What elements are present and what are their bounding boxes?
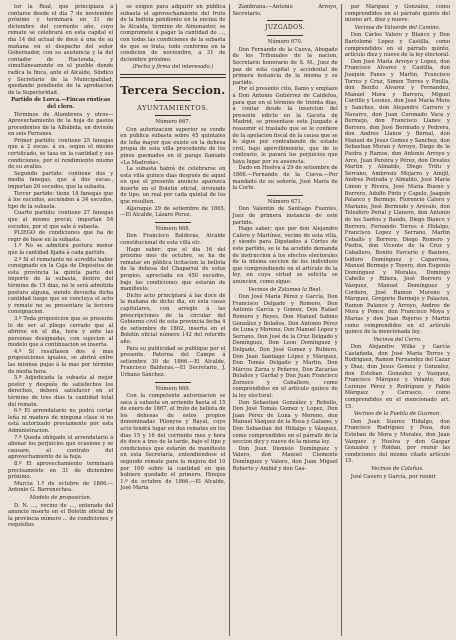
subheading: Vecinos del Cerro. <box>373 336 422 343</box>
subheading: Vecinos de Valverde del Camino. <box>354 24 441 31</box>
paragraph: 2.º Si el rematante no acredita haber consignado en la Caja de Depósitos de esta provincia la quinta parte del importe de la subasta, dentro del término de 15 dias, no le será admitida postura alguna, siendo devuelta dicha cantidad luego que se concluya el acto y remate no se presentare la tercera consignacion. <box>8 256 114 316</box>
paragraph: Aljaraque 29 de setiembre de 1865.—El Alcalde, Lázaro Pérez. <box>120 205 226 219</box>
notice-number: Número 671. <box>267 198 303 205</box>
paragraph: Don Juan Suarez Hidalgo, don Francisco Rodríguez y Poza, don Esteban de Mora y Morales, don Juan Vázquez y Huelva y don Gaspar Gonzalez y Roldan, por reunir las condiciones del mismo citado artículo 15. <box>344 418 450 465</box>
column-1 <box>8 4 113 636</box>
divider <box>155 115 191 116</box>
paragraph: Don José María Arroyo y Lopez, don Francisco Alvarez y Castilla, don Joaquín Fanes y Martin, Francisco Torres y Cruz, Simon Torres y Pinilla, don Benito Alvarez y Fernandez, Manuel Mora y Barrera, Miguel Carrillo y Leones, don José María Mora y Sanchez, don Alejandro Carrero y Navarro, don Juan Coronado Vaca y Bermejo, don Francisco Llanes y Borrero, don José Bermudo y Pedrera, don Andres Llanos y Bernal, don Manuel de Jesus Gomez y Sanchez, don Sebastian Moran y Arroyo, Diego de la Piedra y Ramos, don Antonio Arroyo y Arce, Juan Pereira y Pérez, don Orestes Martin y Almaldo, Diego Trifu y Serrano, Ambrosio Mojarro y Amijil, Andres Pedrada y Almaldo, José María Limon y Rivera, José María Bueno y Borrero, Adolfo Pinto y Capelo, Joaquín Palanco y Bermejo, Florencio Calero y Mariano, José Bermudo y Arévalo, don Telesforo Perial y Llanero, don Antonio de los Santos y Bando, Diego Blanco y Borrero, Fernando Torres é Hidalgo, Francisco Lopez y Serrano, Martin Ceballo y Borrero, Diego Romero y Piedra, don Vicente de la Cruz y Caballero, Benito Farcerio y Bastero, Isidoro Domínguez y Caparrosa, Manuel Bermejo y Toyero, don Eugenio Domínguez y Morales, Domingo Cabello y Ribera, José Borrero y Vázquez, Manuel Domínguez y Cordero, José Ramon Moreno y Márquez, Gregorio Bermejo y Palacios, Ramon Palanco y Arroyo, Andres de Mora y Ponce, don Francisco Moya y Marías y don Juan Rojeros y Martin como comprendidos en el artículo quince de la mencionada ley. <box>344 58 450 336</box>
paragraph: Don Sebastian González y Rebollo, Don José Tomás Gomez y Lopez, Don Juan Pérez de Luna y Moreno, don Manuel Vázquez de la Rosa y Galiano, y Don Sebastian del Hidalgo y Vázquez, como comprendidos en el párrafo de la seccion dicy y nueve de la misma ley. <box>232 399 338 446</box>
paragraph: Segundo partido: contiene dos y media fanegas, que á dos escas., importan 26 escudos, que la subasta. <box>8 170 114 191</box>
notice-number: Número 667. <box>155 118 191 125</box>
paragraph: Dado en Huelva á 29 de setiembre de 1866.—Fernando de la Cueva.—Por mandado de su señoría, José María de la Corte. <box>232 165 338 192</box>
paragraph: tor la Real, que principiará á contarse desde el dia 7 de noviembre próximo y terminará en 31 de diciembre del corriente año, cuyo remate se celebrará en esta capital el dia 14 del actual de doce á una de su mañana en el despacho del señor Gobernador, con su asistencia y la del contador de Hacienda, y simultáneamente en el pueblo donde radica la finca, ante el Alcalde, Síndico y Secretario de la Municipalidad, quedando pendiente de la aprobacion de la Superioridad. <box>8 4 114 96</box>
paragraph: Con la competente autorizacion se saca á subasta en arriendo hasta el 15 de enero de 1867, el fruto de bellota de los dehesas de estos propios denominadas Pilonyos y Bayal, cuyo acto tendrá lugar en dos remates en los dias 15 y 16 del corriente mes y hora de doce á tres de la tarde, bajo el tipo y condiciones que estarán de manifiesto en esta Secretaría, entendiéndose el segundo remate para la mejora del 10 por 100 sobre la cantidad en que hubiere quedado el primero. Hinojos 1.º de octubre de 1866.—El Alcalde, José María <box>120 393 226 492</box>
paragraph: Términos de Alumbrera y otros—Aprovechamiento de la hoja de pastos procedentes de la Alhábida, en división en seis Ferranes. <box>8 111 114 138</box>
paragraph: 1.º No se admitirá postura menor que la cantidad fijada á cada partido. <box>8 243 114 256</box>
paragraph: Para su publicidad se publique por el presente. Paterna del Campo á setiembre 30 de 1866.—El Alcalde, Francisco Balderas.—El Secretario, J. Urbano Sánchez. <box>120 345 226 378</box>
paragraph: Cuarto partido: contiene 27 fanegas que al mismo precio, importan 54 escudos, por el que sale á subasta. <box>8 210 114 230</box>
paragraph: Zambrana.—Antonio Arroyo, Secretario. <box>232 4 338 17</box>
divider <box>267 35 303 36</box>
subheading: Vecinos de la Puebla de Guzman. <box>353 411 441 418</box>
paragraph: Primer partido: contiene 25 fanegas que á 2 escas. á su. segun el mismo certificado, se tasa en la cantidad y sus condiciones, por el rendimiento mismo de su avalúo. <box>8 137 114 171</box>
section-heading: JUZGADOS. <box>265 24 306 32</box>
paragraph: Don Cárlos Valero y Blanco y Don Bartolomé Lopez y Castilla, como comprendidos en el párrafo quinto, artículo diez y nueve de la ley electoral. <box>344 32 450 59</box>
paragraph: Con autorizacion superior se vende en pública subasta sobre 45 quintales de leña mayor que existe en la dehesa propia de esta villa procedente de los pinos quemados en el paraje llamado «La Madroña». <box>120 126 226 166</box>
paragraph: Hago saber: que por don Alejandro Calero y Martínez, vecino de esta villa, y siendo para Diputados á Córtes de este partido, se le ha acudido demanda de instruccion á los efectos electorales de la misma seccion de los individuos que comprendiendo en el artículo de la ley, en cuya virtud se solicita se anuncien, como sigue: <box>232 226 338 285</box>
signature: Murcia 1.º de octubre de 1866.—Antonio G. Barrenechea. <box>8 480 114 494</box>
divider <box>155 100 191 101</box>
paragraph: 4.º Si resultasen dos ó mas proposiciones iguales, se abrirá entre las mismas pujas á la mas por término de media hora. <box>8 348 114 375</box>
notice-number: Número 670. <box>267 39 303 46</box>
paragraph: Dicho acto principiará á las doce de la mañana de dicho dia, en esta casas capitulares, con arreglo á las prescripciones de la circular del Gobierno civil de esta provincia fecha 4 de setiembre de 1862, inserta en el Boletín oficial número 142 del referido año. <box>120 292 226 345</box>
paragraph: Hago saber: que el dia 16 del próximo mes de octubre, se ha de rematar en pública licitacion la bellota de la dehesa del Chaparral de estos propios, apreciada en 450 escudos, bajo las condiciones que estarán de manifiesto. <box>120 246 226 293</box>
section-divider <box>120 74 225 78</box>
divider <box>267 20 303 21</box>
paragraph: Por el presente cito, llamo y emplazo á Don Antonio Gutiérrez de Caldefoa, para que en el término de treinta dias, á contar desde la insercion del presente edicto en la Gaceta de Madrid, se presentase este Juzgado á reasumir el traslado que se le confiere de la apelacion fiscal de la causa que se le sigue por contrabando de estado civil, bajo apercibimiento, que de lo contrario, le parará los perjuicios que haya lugar por su ausencia. <box>232 86 338 165</box>
subheading: Vecinos de Zalamea la Real. <box>248 286 322 293</box>
paragraph: Tercer partido: tiene 18 fanegas que á los escudos, ascienden á 34 escudos, tipo de la subasta. <box>8 190 114 210</box>
paragraph: La subasta habrá de celebrarse en esta villa quince dias después de aquel en que el presente anuncio aparezca inserto en el Boletín oficial, sirviendo de tipo, un real por cada quintal de los que resulten. <box>120 166 226 206</box>
paragraph: 8.º El aprovechamiento terminará precisamente en 31 de diciembre próximo. <box>8 460 114 481</box>
paragraph: Don Fernando de la Cueva, Abogado de los Tribunales de la nacion, Secretario honorario de S. M., Juez de paz de esta capital y accidental de primera instancia de la misma y su partido. <box>232 46 338 86</box>
subheading: Vecinos de Calañas. <box>371 465 424 472</box>
signature-note: (Fecha y firma del interesado.) <box>132 64 214 71</box>
subsection-heading: AYUNTAMIENTOS. <box>137 103 209 112</box>
column-2 <box>116 4 225 636</box>
paragraph: Don José María Pérez y García, Don Francisco Delgado y Romero, Don Antonio García y Gomez, Don Rafael Romero y Reyes, Don Manuel Sabino González y Bolaños, Don Antonio Pérez de Luna y Moreno, Don Manuel López y Serrano, Don José de la Cruz Delgado y Domínguez, Don Leon Domínguez y Delgado, Don José Gomez y Rubiero, Don Juan Santiago López y Márquez, Don Tomás Delgado y Martin, Don Márcos Zarza y Peñeros, Don Zacarías Bolaños y Garfial y Don Juan Francisco Zorzoco y Caballero, como comprendidos en el artículo quince de la ley electoral. <box>232 294 338 400</box>
paragraph: José Cavero y García, por reunir <box>350 473 436 480</box>
column-3 <box>229 4 338 636</box>
section-heading: Partido de Lorca.—Fincas rústicas del clero. <box>11 97 111 110</box>
paragraph: Don Valentín de Santiago Fuentes, Juez de primera instancia de este partido. <box>232 206 338 226</box>
paragraph: Don Alejandro Wilks y García Castañeda, don José María Torres y Rodríguez, Ramon Fernandez del Cazar y Diaz, don Jesus Gomez y Gonzalez, don Esteban Gonzalez y Vazquez, Francisco Márquez y Volante, don Lorenzo Pérez y Rodríguez y Pablo Márquez y Carrasco, como comprendidos en el mencionado art. 15. <box>344 344 450 410</box>
paragraph: 7.º Queda obligado el arrendatario á abonar los perjuicios que ocasione y se causare, el contrato del aprovechamiento de la hoja. <box>8 434 114 461</box>
model-heading: Modelo de proposicion. <box>29 494 92 501</box>
paragraph: se exigen para adquirir en pública subasta el aprovechamiento del fruto de la bellota pendiente en la encina de la Alcaida, término de Almonaster, se compromete á pagar la cantidad de ..., con todas las condiciones de la subasta de que se trata, todo conforme en la condicion de noviembre, a 31 de diciembre próximo. <box>120 4 226 63</box>
notice-number: Número 668. <box>155 225 191 232</box>
paragraph: par Márquez y Gonzalez, como comprendidos en el párrafo quinto del mismo art. diez y nueve. <box>344 4 450 24</box>
paragraph: Don Francisco Balderas, Alcalde constitucional de esta villa etc. <box>120 233 226 247</box>
column-4 <box>341 4 450 636</box>
divider <box>267 195 303 196</box>
notice-number: Número 669. <box>155 385 191 392</box>
paragraph: Don Juan Dionisio Domínguez y Valero, don Manuel Clemente Domínguez y Valero, don Juan Miguel Roberto y Ambid y don Gas- <box>232 445 338 472</box>
paragraph: D. N. ..., vecino de ..., enterado del anuncio inserto en el Boletín oficial de la provincia número ... de condiciones y requisitos <box>8 502 114 529</box>
paragraph: PLIEGO de condiciones que ha de regir de base en la subasta. <box>8 230 114 243</box>
paragraph: 6.º El arrendatario no podrá cortar leña ni madera de ninguna clase si no está autorizado previamente por esta Administracion. <box>8 408 114 434</box>
divider <box>155 222 191 223</box>
paragraph: 3.º Toda proposicion que se presente lo de ser al pliego cerrado que al abrirse en el dia, hora y ante las personas designadas, con sujecion al modelo que á continuacion se inserta. <box>8 315 114 349</box>
section-title: Tercera Seccion. <box>120 83 226 97</box>
divider <box>155 382 191 383</box>
paragraph: 5.º Adjudicada la subasta al mejor postor y después de satisfechos los derechos, deberá satisfacer en el término de tres dias la cantidad total del remate. <box>8 375 114 408</box>
